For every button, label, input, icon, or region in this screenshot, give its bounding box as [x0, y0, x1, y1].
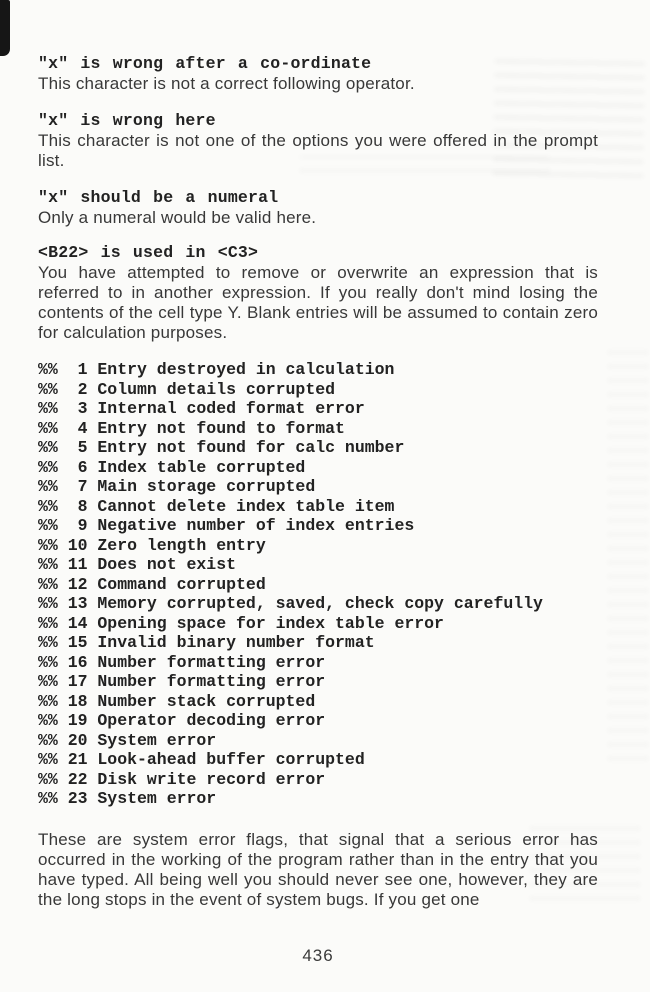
flag-number: 11	[67, 555, 88, 574]
flag-number: 12	[67, 574, 88, 594]
flag-number: 7	[77, 477, 88, 496]
flag-number: 14	[67, 613, 88, 633]
error-flag-row	[38, 575, 598, 595]
flag-text: Does not exist	[97, 555, 237, 574]
flag-text: Index table corrupted	[97, 457, 306, 477]
closing-section	[38, 830, 598, 910]
flag-text: Memory corrupted, saved, check copy carefully	[97, 594, 543, 613]
flag-number: 21	[67, 750, 88, 769]
flag-prefix: %%	[38, 574, 58, 594]
flag-prefix: %%	[38, 379, 58, 399]
scan-ghosting-artifact	[608, 340, 648, 760]
page-number: 436	[302, 945, 334, 965]
flag-prefix: %%	[38, 477, 58, 496]
flag-prefix: %%	[38, 691, 58, 711]
flag-text: Opening space for index table error	[97, 613, 444, 633]
flag-text: Zero length entry	[97, 535, 266, 555]
flag-number: 17	[67, 672, 88, 691]
error-heading: "x" is wrong after a co-ordinate	[38, 54, 372, 73]
flag-text: Cannot delete index table item	[97, 496, 395, 516]
error-flag-row	[38, 770, 598, 790]
error-flag-row	[38, 653, 598, 673]
error-message-entry	[38, 54, 598, 94]
flag-number: 1	[77, 360, 88, 379]
system-error-flag-list	[38, 360, 598, 809]
error-flag-row	[38, 380, 598, 400]
flag-number: 6	[77, 457, 88, 477]
flag-number: 4	[77, 418, 88, 438]
flag-text: Entry not found for calc number	[97, 438, 405, 457]
flag-prefix: %%	[38, 711, 58, 730]
error-flag-row	[38, 633, 598, 653]
error-flag-row	[38, 497, 598, 517]
flag-prefix: %%	[38, 594, 58, 613]
flag-number: 9	[77, 516, 88, 535]
flag-text: Negative number of index entries	[97, 516, 415, 535]
flag-text: Main storage corrupted	[97, 477, 316, 496]
flag-number: 19	[67, 711, 88, 730]
flag-prefix: %%	[38, 789, 58, 808]
flag-text: Internal coded format error	[97, 399, 365, 418]
flag-text: Number formatting error	[97, 672, 326, 691]
flag-text: Command corrupted	[97, 574, 266, 594]
flag-number: 22	[67, 769, 88, 789]
flag-prefix: %%	[38, 535, 58, 555]
error-description: Only a numeral would be valid here.	[38, 208, 317, 227]
error-heading: "x" is wrong here	[38, 111, 216, 130]
flag-prefix: %%	[38, 457, 58, 477]
flag-prefix: %%	[38, 672, 58, 691]
flag-prefix: %%	[38, 730, 58, 750]
flag-prefix: %%	[38, 613, 58, 633]
error-flag-row	[38, 750, 598, 770]
flag-text: Number stack corrupted	[97, 691, 316, 711]
error-flag-row	[38, 399, 598, 419]
flag-text: Look-ahead buffer corrupted	[97, 750, 365, 769]
flag-prefix: %%	[38, 750, 58, 769]
flag-number: 20	[67, 730, 88, 750]
flag-number: 13	[67, 594, 88, 613]
error-flag-row	[38, 614, 598, 634]
flag-number: 2	[77, 379, 88, 399]
error-flag-row	[38, 711, 598, 731]
error-description: This character is not one of the options you were offered in the prompt list.	[38, 131, 598, 170]
error-message-entry	[38, 243, 598, 343]
error-flag-row	[38, 458, 598, 478]
flag-number: 5	[77, 438, 88, 457]
error-heading: <B22> is used in <C3>	[38, 243, 259, 262]
flag-prefix: %%	[38, 516, 58, 535]
error-flag-row	[38, 692, 598, 712]
flag-number: 10	[67, 535, 88, 555]
flag-number: 18	[67, 691, 88, 711]
flag-text: System error	[97, 789, 217, 808]
error-flag-row	[38, 731, 598, 751]
flag-prefix: %%	[38, 496, 58, 516]
flag-prefix: %%	[38, 418, 58, 438]
flag-text: Number formatting error	[97, 652, 326, 672]
error-flag-row	[38, 789, 598, 809]
flag-text: Operator decoding error	[97, 711, 326, 730]
flag-prefix: %%	[38, 633, 58, 652]
flag-text: Entry destroyed in calculation	[97, 360, 395, 379]
flag-number: 3	[77, 399, 88, 418]
flag-prefix: %%	[38, 438, 58, 457]
error-message-entry	[38, 188, 598, 228]
flag-prefix: %%	[38, 652, 58, 672]
error-flag-row	[38, 594, 598, 614]
error-description: This character is not a correct following operator.	[38, 74, 415, 93]
flag-number: 23	[67, 789, 88, 808]
flag-number: 16	[67, 652, 88, 672]
error-heading: "x" should be a numeral	[38, 188, 279, 207]
error-flag-row	[38, 555, 598, 575]
flag-prefix: %%	[38, 555, 58, 574]
error-flag-row	[38, 536, 598, 556]
error-flag-row	[38, 419, 598, 439]
flag-text: Invalid binary number format	[97, 633, 375, 652]
flag-text: Disk write record error	[97, 769, 326, 789]
scan-corner-artifact	[0, 0, 10, 56]
flag-text: System error	[97, 730, 217, 750]
flag-number: 8	[77, 496, 88, 516]
flag-prefix: %%	[38, 399, 58, 418]
error-flag-row	[38, 477, 598, 497]
error-flag-row	[38, 360, 598, 380]
flag-text: Entry not found to format	[97, 418, 345, 438]
error-description: You have attempted to remove or overwrite an expression that is referred to in another expression. If you really don't mind losing the contents of the cell type Y. Blank entries will be assumed to contain zero for calculation purposes.	[38, 263, 598, 342]
flag-number: 15	[67, 633, 88, 652]
flag-text: Column details corrupted	[97, 379, 336, 399]
flag-prefix: %%	[38, 769, 58, 789]
closing-paragraph: These are system error flags, that signal that a serious error has occurred in the working of the program rather than in the entry that you have typed. All being well you should never see one, however, they are the long stops in the event of system bugs. If you get one	[38, 829, 598, 909]
error-message-entry	[38, 111, 598, 171]
error-flag-row	[38, 672, 598, 692]
error-flag-row	[38, 516, 598, 536]
flag-prefix: %%	[38, 360, 58, 379]
error-flag-row	[38, 438, 598, 458]
